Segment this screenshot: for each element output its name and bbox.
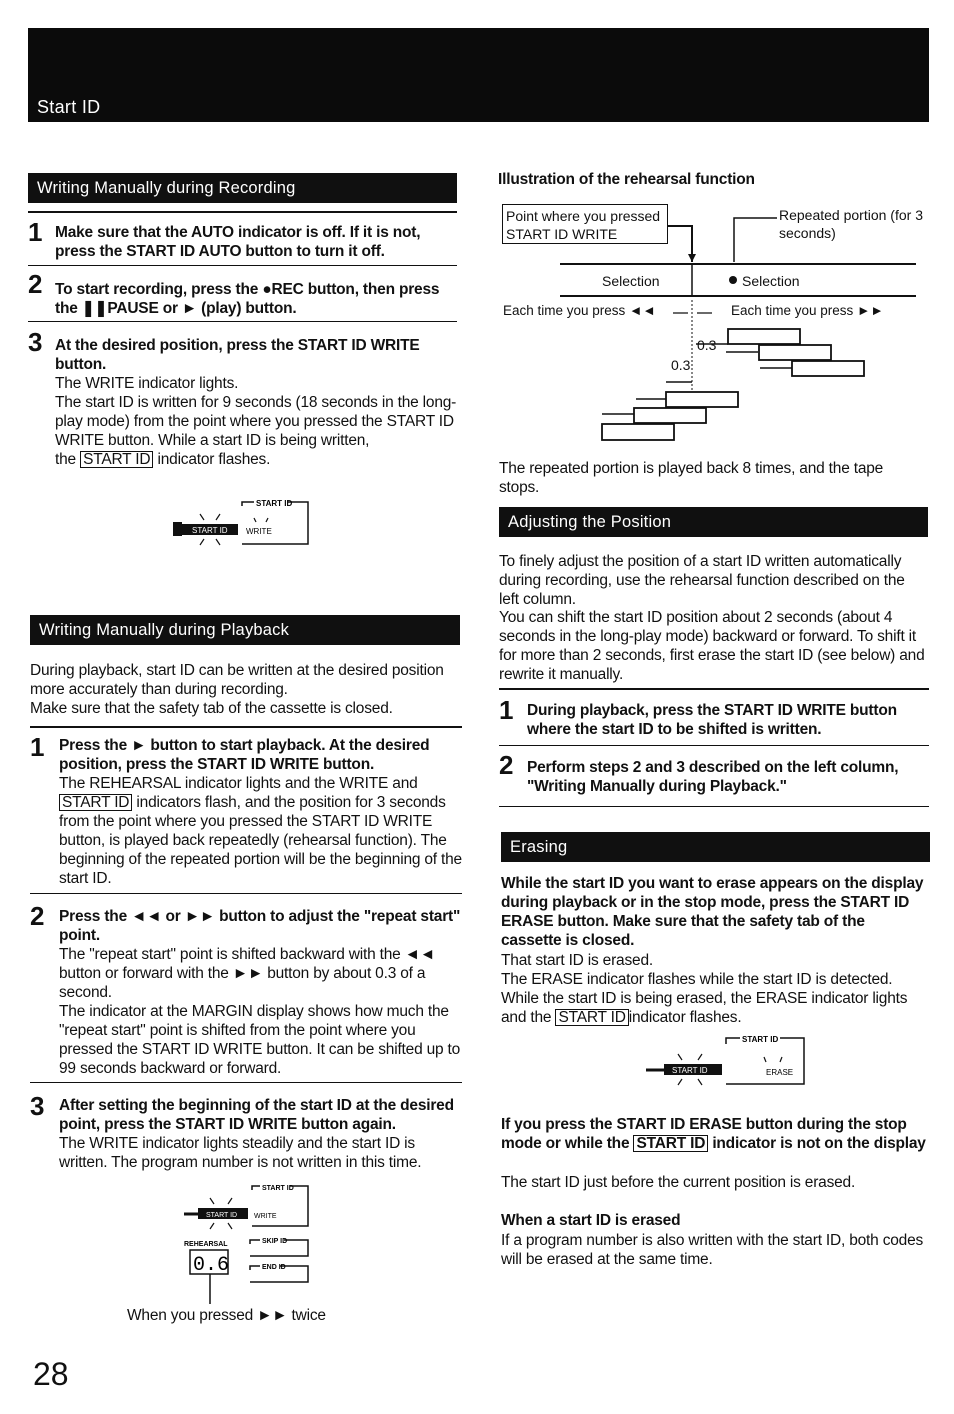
offset-label: 0.3 [697, 337, 717, 353]
step-number: 1 [28, 217, 43, 247]
divider [28, 211, 457, 213]
label-write: WRITE [254, 1213, 277, 1220]
start-point-label: Point where you pressed START ID WRITE [502, 204, 668, 244]
rehearsal-diagram [496, 200, 926, 450]
page-number: 28 [33, 1356, 69, 1392]
step-number: 2 [28, 269, 43, 299]
intro-text: During playback, start ID can be written at the desired position more accurately than during recording. [30, 662, 444, 698]
step-number: 3 [28, 327, 43, 357]
label-erase: ERASE [766, 1068, 794, 1077]
forward-instruction: Each time you press ►► [731, 303, 884, 318]
start-id-indicator: START ID [555, 1009, 628, 1026]
section-title-playback: Writing Manually during Playback [30, 615, 460, 645]
step-detail: the START ID indicator flashes. [55, 451, 271, 468]
erase-display-illustration [640, 1030, 815, 1090]
section-title-erasing: Erasing [501, 832, 930, 862]
step-detail: The WRITE indicator lights. [55, 375, 239, 392]
page-header [28, 28, 929, 122]
step-text: At the desired position, press the START ID WRITE button. [55, 337, 420, 373]
step-number: 2 [499, 750, 514, 780]
step-text: After setting the beginning of the start ID at the desired point, press the START ID WRITE button again. [59, 1097, 454, 1133]
rewind-instruction: Each time you press ◄◄ [503, 303, 656, 318]
intro-text: Make sure that the safety tab of the cassette is closed. [30, 700, 393, 717]
selection-right: Selection [742, 273, 800, 289]
label-start-id-flash: START ID [192, 526, 228, 535]
section-title-recording: Writing Manually during Recording [28, 173, 457, 203]
divider [499, 806, 929, 807]
divider [30, 893, 462, 894]
divider [28, 321, 457, 322]
erase-text: That start ID is erased. [501, 952, 653, 969]
step-text: Make sure that the AUTO indicator is off. If it is not, press the START ID AUTO button to turn it off. [55, 224, 421, 260]
step-number: 2 [30, 901, 45, 931]
divider [28, 265, 457, 266]
adjust-text: To finely adjust the position of a start ID written automatically during recording, use the rehearsal function described on the left column. [499, 553, 905, 608]
illustration-caption: The repeated portion is played back 8 times, and the tape stops. [499, 460, 884, 496]
divider [30, 1082, 462, 1083]
step-detail: The "repeat start" point is shifted backward with the ◄◄ button or forward with the ►► button by about 0.3 of a second. [59, 946, 435, 1001]
step-number: 1 [499, 695, 514, 725]
label-start-id: START ID [262, 1185, 294, 1192]
label-start-id-flash: START ID [672, 1066, 708, 1075]
step-text: Press the ► button to start playback. At the desired position, press the START ID WRITE button. [59, 737, 430, 773]
write-display-illustration [170, 494, 315, 550]
step-text: Perform steps 2 and 3 described on the left column, "Writing Manually during Playback." [527, 759, 899, 795]
step-detail: The WRITE indicator lights steadily and the start ID is written. The program number is not written in this time. [59, 1135, 422, 1171]
step-detail: The indicator at the MARGIN display shows how much the "repeat start" point is shifted from the point where you pressed the START ID WRITE button. It can be shifted up to 99 seconds backward or forward. [59, 1003, 461, 1077]
margin-value: 0.6 [193, 1254, 230, 1277]
label-write: WRITE [246, 527, 272, 536]
label-start-id: START ID [742, 1035, 779, 1044]
label-rehearsal: REHEARSAL [184, 1241, 228, 1248]
label-skip-id: SKIP ID [262, 1238, 288, 1245]
section-title-adjusting: Adjusting the Position [499, 507, 928, 537]
note-text: If a program number is also written with the start ID, both codes will be erased at the same time. [501, 1232, 924, 1268]
step-detail: The REHEARSAL indicator lights and the WRITE and START ID indicators flash, and the position for 3 seconds from the point where you pressed the START ID WRITE button, is played back repeatedly (rehearsal function). The beginning of the repeated portion will be the beginning of the start ID. [59, 775, 462, 887]
divider [499, 688, 929, 690]
display-caption: When you pressed ►► twice [127, 1307, 326, 1324]
offset-label: 0.3 [671, 357, 691, 373]
step-text: During playback, press the START ID WRITE button where the start ID to be shifted is written. [527, 702, 897, 738]
divider [499, 745, 929, 746]
start-id-indicator: START ID [633, 1135, 708, 1152]
label-start-id: START ID [256, 499, 293, 508]
erase-text: The ERASE indicator flashes while the start ID is detected. [501, 971, 893, 988]
step-text: To start recording, press the ●REC button, then press the ❚❚PAUSE or ► (play) button. [55, 281, 440, 317]
note-heading: When a start ID is erased [501, 1212, 681, 1229]
selection-left: Selection [602, 273, 660, 289]
rehearsal-display-illustration [180, 1180, 320, 1305]
adjust-text: You can shift the start ID position about 2 seconds (about 4 seconds in the long-play mode) backward or forward. To shift it for more than 2 seconds, first erase the start ID (see below) and rewrite it manually. [499, 609, 925, 683]
divider [30, 726, 462, 728]
start-id-indicator: START ID [80, 451, 153, 468]
illustration-title: Illustration of the rehearsal function [498, 171, 755, 188]
erase-instruction: While the start ID you want to erase appears on the display during playback or in the stop mode, press the START ID ERASE button. Make sure that the safety tab of the cassette is closed. [501, 875, 924, 949]
erase-text: While the start ID is being erased, the ERASE indicator lights and the START ID indicator flashes. [501, 990, 908, 1026]
step-detail: The start ID is written for 9 seconds (18 seconds in the long-play mode) from the point where you pressed the START ID WRITE button. While a start ID is being written, [55, 394, 457, 449]
step-text: Press the ◄◄ or ►► button to adjust the "repeat start" point. [59, 908, 461, 944]
repeated-portion-label: Repeated portion (for 3 seconds) [779, 207, 923, 241]
label-end-id: END ID [262, 1264, 286, 1271]
note-heading: If you press the START ID ERASE button during the stop mode or while the START ID indicator is not on the display [501, 1116, 926, 1152]
step-number: 3 [30, 1091, 45, 1121]
page-title: Start ID [37, 97, 101, 117]
label-start-id-flash: START ID [206, 1212, 238, 1219]
step-number: 1 [30, 732, 45, 762]
start-id-indicator: START ID [59, 794, 132, 811]
note-text: The start ID just before the current position is erased. [501, 1174, 856, 1191]
